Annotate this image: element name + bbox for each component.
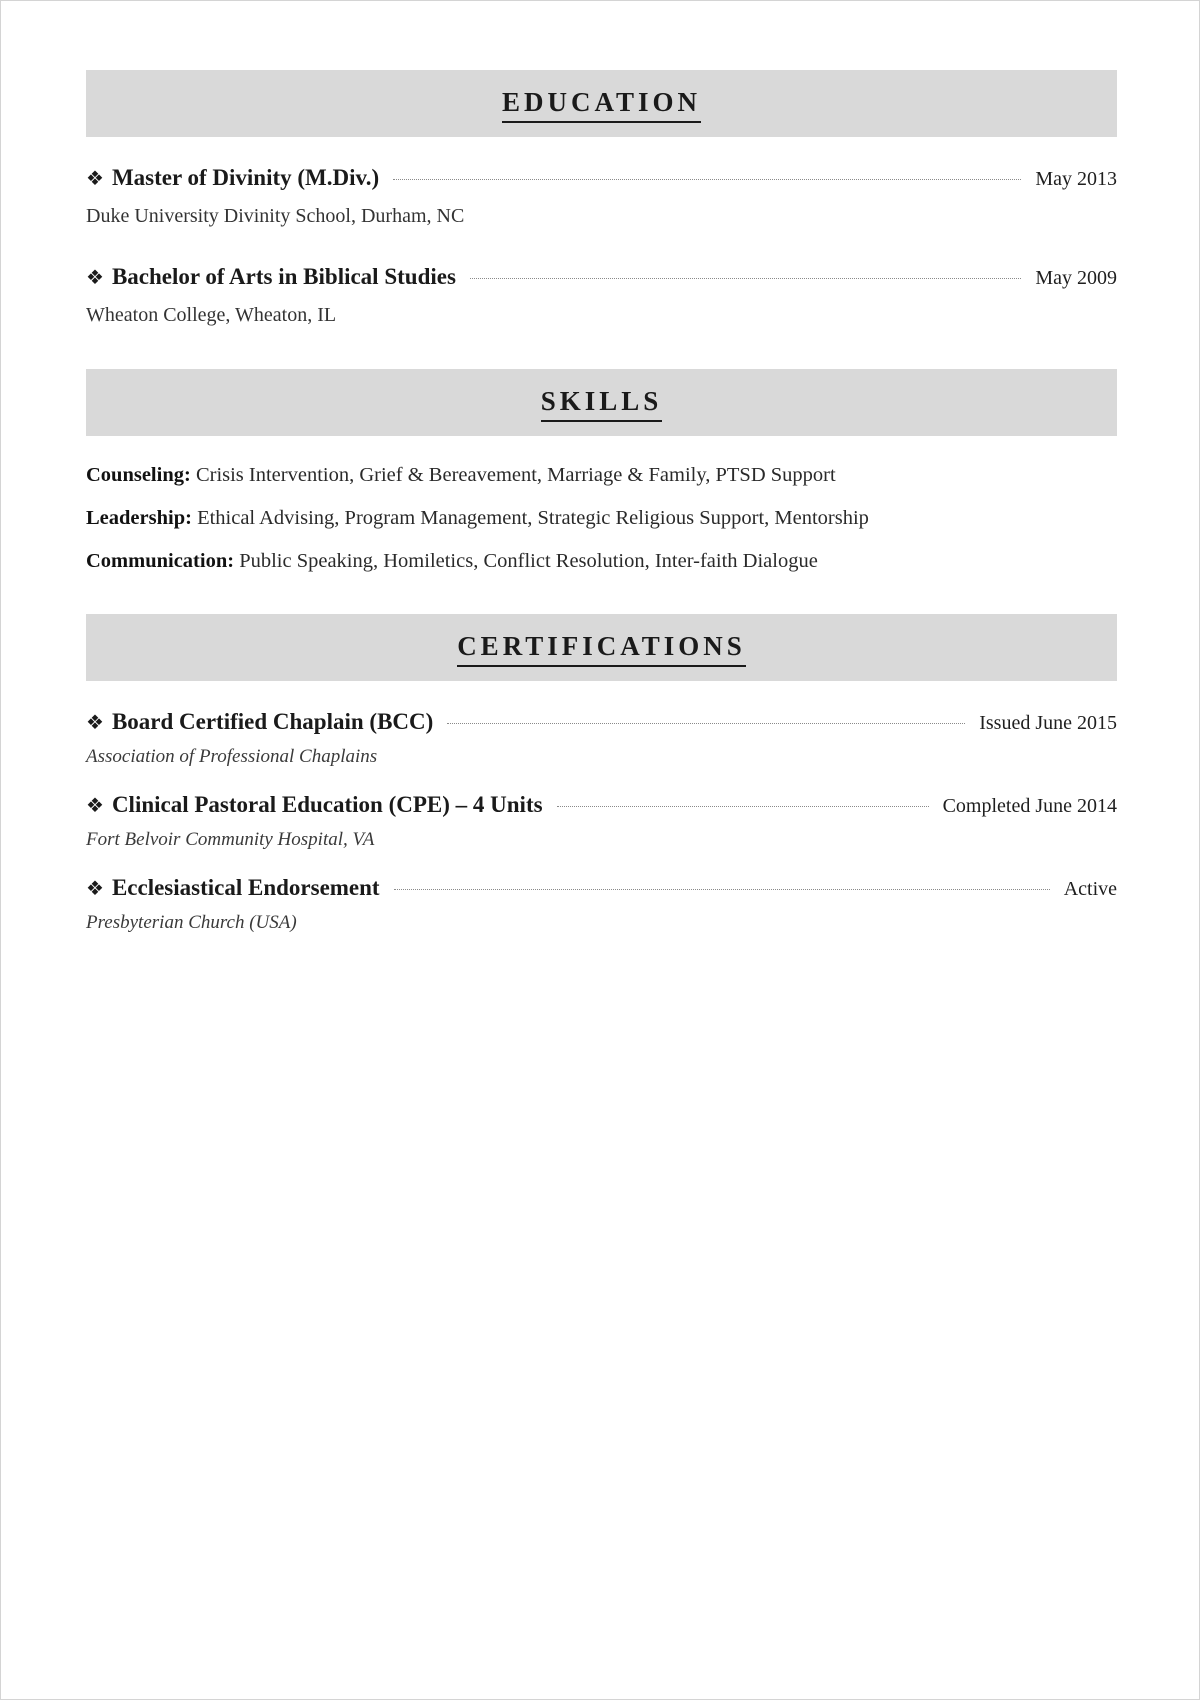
skills-list — [86, 464, 1117, 573]
degree-date: May 2013 — [1035, 168, 1117, 190]
education-section-header — [86, 70, 1117, 137]
diamond-bullet-icon: ❖ — [86, 876, 104, 900]
dotted-leader — [393, 179, 1021, 180]
institution: Wheaton College, Wheaton, IL — [86, 304, 337, 326]
institution: Duke University Divinity School, Durham, NC — [86, 205, 465, 227]
skill-label: Communication: — [86, 550, 235, 572]
certification-date: Active — [1063, 878, 1117, 900]
skills-section-header — [86, 369, 1117, 436]
skill-label: Counseling: — [86, 464, 191, 486]
skill-line — [86, 464, 1117, 487]
skill-values: Crisis Intervention, Grief & Bereavement, Marriage & Family, PTSD Support — [195, 464, 836, 486]
education-heading: EDUCATION — [502, 89, 701, 123]
certification-date: Issued June 2015 — [979, 712, 1117, 734]
education-entry — [86, 264, 1117, 327]
entry-header-row — [86, 709, 1117, 735]
dotted-leader — [447, 723, 965, 724]
certification-entry — [86, 792, 1117, 851]
dotted-leader — [557, 806, 929, 807]
skill-line — [86, 507, 1117, 530]
certifications-heading: CERTIFICATIONS — [457, 633, 746, 667]
certification-entry — [86, 709, 1117, 768]
education-entry — [86, 165, 1117, 228]
certification-date: Completed June 2014 — [942, 795, 1117, 817]
dotted-leader — [470, 278, 1021, 279]
skill-values: Public Speaking, Homiletics, Conflict Resolution, Inter-faith Dialogue — [239, 550, 818, 572]
certification-title: ❖ Ecclesiastical Endorsement — [86, 875, 380, 900]
certification-issuer: Fort Belvoir Community Hospital, VA — [86, 829, 375, 850]
certification-issuer: Presbyterian Church (USA) — [86, 912, 297, 933]
certification-issuer: Association of Professional Chaplains — [86, 746, 378, 767]
dotted-leader — [394, 889, 1050, 890]
certifications-section-header — [86, 614, 1117, 681]
entry-header-row — [86, 165, 1117, 191]
skill-values: Ethical Advising, Program Management, Strategic Religious Support, Mentorship — [197, 507, 869, 529]
certification-title: ❖ Board Certified Chaplain (BCC) — [86, 709, 434, 734]
degree-title: ❖ Bachelor of Arts in Biblical Studies — [86, 264, 456, 289]
diamond-bullet-icon: ❖ — [86, 166, 104, 190]
skill-label: Leadership: — [86, 507, 192, 529]
diamond-bullet-icon: ❖ — [86, 265, 104, 289]
entry-header-row — [86, 264, 1117, 290]
certification-title: ❖ Clinical Pastoral Education (CPE) – 4 Units — [86, 792, 543, 817]
degree-date: May 2009 — [1035, 267, 1117, 289]
skills-heading: SKILLS — [541, 388, 663, 422]
resume-content — [86, 70, 1117, 934]
skill-line — [86, 550, 1117, 573]
certification-entry — [86, 875, 1117, 934]
diamond-bullet-icon: ❖ — [86, 710, 104, 734]
degree-title: ❖ Master of Divinity (M.Div.) — [86, 165, 380, 190]
entry-header-row — [86, 875, 1117, 901]
entry-header-row — [86, 792, 1117, 818]
diamond-bullet-icon: ❖ — [86, 793, 104, 817]
